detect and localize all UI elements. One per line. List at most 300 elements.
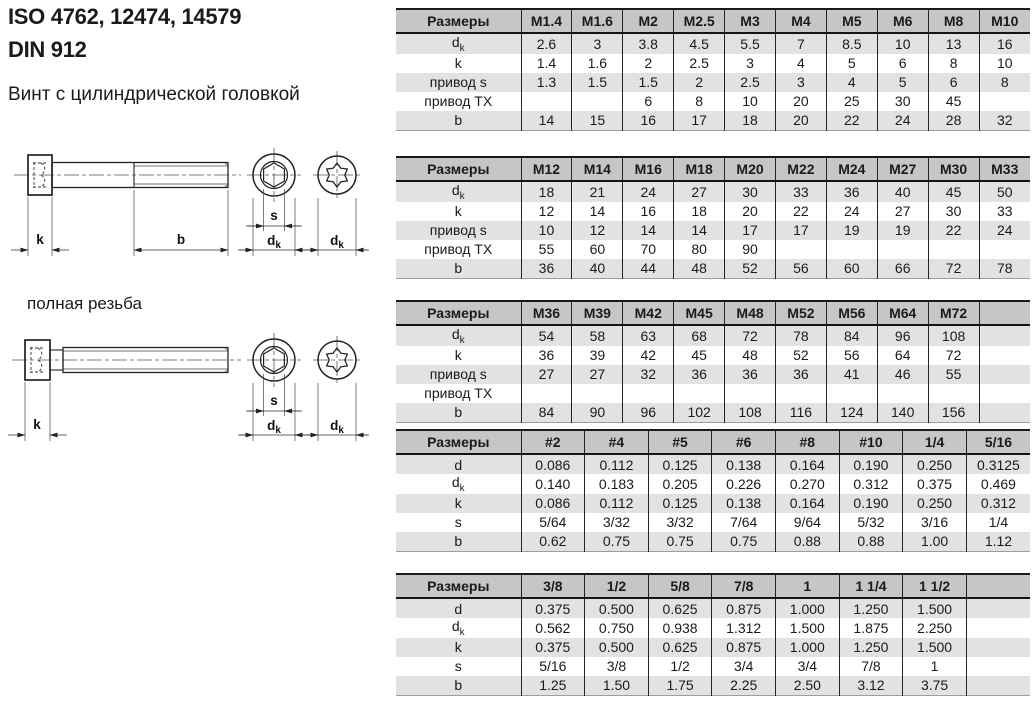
value-cell: 18 (521, 181, 572, 202)
value-cell: 140 (877, 403, 928, 423)
value-cell: 24 (826, 202, 877, 221)
value-cell: 24 (979, 221, 1030, 240)
value-cell: 0.140 (521, 474, 585, 494)
value-cell: 80 (674, 240, 725, 259)
value-cell: 58 (572, 325, 623, 346)
value-cell: 108 (928, 325, 979, 346)
value-cell: 24 (623, 181, 674, 202)
value-cell: 3/4 (776, 657, 840, 676)
row-label: k (454, 203, 462, 220)
value-cell: 5 (877, 73, 928, 92)
value-cell: 32 (979, 111, 1030, 131)
value-cell: 50 (979, 181, 1030, 202)
value-cell: 68 (674, 325, 725, 346)
value-cell (979, 240, 1030, 259)
value-cell: 27 (521, 365, 572, 384)
value-cell: 96 (623, 403, 674, 423)
value-cell: 22 (826, 111, 877, 131)
value-cell: 16 (623, 111, 674, 131)
value-cell: 72 (928, 259, 979, 279)
value-cell: 48 (674, 259, 725, 279)
size-label-header: Размеры (396, 430, 521, 454)
value-cell: 40 (572, 259, 623, 279)
value-cell (572, 384, 623, 403)
table-header-row (396, 430, 1030, 454)
size-column-header: M14 (572, 157, 623, 181)
value-cell: 16 (623, 202, 674, 221)
value-cell: 5 (826, 54, 877, 73)
table-row (396, 676, 1030, 696)
dim-label-dk: $d_k$ (267, 233, 281, 251)
value-cell: 0.750 (585, 618, 649, 638)
value-cell: 5/32 (839, 513, 903, 532)
value-cell (966, 618, 1030, 638)
value-cell: 78 (979, 259, 1030, 279)
table-row (396, 598, 1030, 618)
value-cell: 14 (623, 221, 674, 240)
value-cell: 1.250 (839, 598, 903, 618)
page-title-din: DIN 912 (8, 37, 87, 62)
value-cell (826, 240, 877, 259)
value-cell: 2.250 (903, 618, 967, 638)
value-cell: 12 (521, 202, 572, 221)
value-cell: 56 (775, 259, 826, 279)
value-cell: 8.5 (826, 33, 877, 54)
value-cell: 19 (877, 221, 928, 240)
size-column-header: M42 (623, 301, 674, 325)
value-cell: 1.3 (521, 73, 572, 92)
dim-label-s: s (270, 208, 278, 223)
value-cell: 0.138 (712, 454, 776, 474)
value-cell: 17 (674, 111, 725, 131)
value-cell: 4 (775, 54, 826, 73)
value-cell: 36 (775, 365, 826, 384)
technical-drawings (0, 135, 390, 445)
value-cell: 4 (826, 73, 877, 92)
value-cell: 3.12 (839, 676, 903, 696)
spec-table-inch-large (396, 573, 1030, 696)
value-cell: 5/64 (521, 513, 585, 532)
value-cell: 15 (572, 111, 623, 131)
size-column-header: 7/8 (712, 574, 776, 598)
value-cell: 10 (521, 221, 572, 240)
spec-table-inch-small (396, 429, 1030, 552)
table-row (396, 403, 1030, 423)
value-cell: 3/8 (585, 657, 649, 676)
row-label-subscript: k (459, 482, 465, 494)
row-label: $d_k$ (451, 474, 465, 494)
value-cell: 2.25 (712, 676, 776, 696)
row-label-subscript: k (459, 42, 465, 54)
value-cell: 1.6 (572, 54, 623, 73)
value-cell: 1.000 (776, 598, 840, 618)
value-cell: 32 (623, 365, 674, 384)
value-cell (725, 384, 776, 403)
value-cell: 7/64 (712, 513, 776, 532)
spec-table (396, 300, 1030, 423)
value-cell (623, 384, 674, 403)
page-subtitle: Винт с цилиндрической головкой (8, 84, 300, 105)
value-cell: 0.625 (648, 638, 712, 657)
value-cell: 1.500 (776, 618, 840, 638)
dim-label-s: s (270, 393, 278, 408)
value-cell: 90 (572, 403, 623, 423)
table-row (396, 346, 1030, 365)
value-cell: 45 (928, 92, 979, 111)
value-cell: 10 (979, 54, 1030, 73)
value-cell: 44 (623, 259, 674, 279)
value-cell: 108 (725, 403, 776, 423)
value-cell: 60 (572, 240, 623, 259)
size-column-header: M36 (521, 301, 572, 325)
value-cell: 14 (521, 111, 572, 131)
torx-end-view-1 (305, 151, 369, 256)
size-label-header: Размеры (396, 301, 521, 325)
row-label: привод TX (424, 93, 493, 110)
value-cell: 1.00 (903, 532, 967, 552)
value-cell: 0.086 (521, 494, 585, 513)
value-cell: 1.4 (521, 54, 572, 73)
value-cell: 78 (775, 325, 826, 346)
row-label: $d_k$ (396, 181, 521, 202)
value-cell: 18 (674, 202, 725, 221)
value-cell: 72 (928, 346, 979, 365)
value-cell: 45 (928, 181, 979, 202)
value-cell: 0.125 (648, 454, 712, 474)
value-cell: 116 (775, 403, 826, 423)
value-cell: 45 (674, 346, 725, 365)
size-column-header: M8 (928, 9, 979, 33)
value-cell: 12 (572, 221, 623, 240)
table-header-row (396, 574, 1030, 598)
value-cell: 0.62 (521, 532, 585, 552)
value-cell: 5.5 (725, 33, 776, 54)
screw-side-view-full-thread (8, 340, 241, 441)
table-header-row (396, 301, 1030, 325)
value-cell: 3/32 (585, 513, 649, 532)
value-cell: 0.190 (839, 454, 903, 474)
value-cell: 2 (623, 54, 674, 73)
value-cell: 54 (521, 325, 572, 346)
size-column-header: M6 (877, 9, 928, 33)
value-cell: 17 (725, 221, 776, 240)
value-cell: 72 (725, 325, 776, 346)
value-cell: 14 (674, 221, 725, 240)
screw-side-view-partial-thread (11, 155, 241, 256)
table-row (396, 240, 1030, 259)
value-cell: 1.12 (966, 532, 1030, 552)
value-cell: 0.164 (776, 494, 840, 513)
size-column-header (979, 301, 1030, 325)
value-cell: 0.88 (839, 532, 903, 552)
size-column-header (966, 574, 1030, 598)
value-cell: 0.75 (648, 532, 712, 552)
value-cell: 39 (572, 346, 623, 365)
row-label: s (454, 514, 462, 531)
value-cell: 2.5 (725, 73, 776, 92)
value-cell: 0.226 (712, 474, 776, 494)
value-cell: 46 (877, 365, 928, 384)
size-column-header: M3 (725, 9, 776, 33)
table-row (396, 494, 1030, 513)
row-label: привод s (396, 221, 521, 240)
size-column-header: #10 (839, 430, 903, 454)
value-cell: 52 (775, 346, 826, 365)
value-cell: 1.5 (572, 73, 623, 92)
size-column-header: M12 (521, 157, 572, 181)
row-label: b (396, 111, 521, 131)
value-cell: 1.75 (648, 676, 712, 696)
row-label: $d_k$ (451, 618, 465, 638)
value-cell: 36 (826, 181, 877, 202)
size-column-header: M56 (826, 301, 877, 325)
value-cell: 0.88 (776, 532, 840, 552)
spec-table (396, 573, 1030, 696)
table-row (396, 73, 1030, 92)
value-cell: 0.112 (585, 494, 649, 513)
value-cell: 124 (826, 403, 877, 423)
value-cell: 1/2 (648, 657, 712, 676)
value-cell: 40 (877, 181, 928, 202)
value-cell: 0.164 (776, 454, 840, 474)
table-row (396, 638, 1030, 657)
value-cell: 36 (521, 259, 572, 279)
full-thread-label: полная резьба (27, 294, 142, 313)
size-column-header: M16 (623, 157, 674, 181)
size-column-header: M1.4 (521, 9, 572, 33)
dim-label-dk: $d_k$ (330, 233, 344, 251)
value-cell: 25 (826, 92, 877, 111)
value-cell: 7 (775, 33, 826, 54)
size-column-header: M18 (674, 157, 725, 181)
value-cell: 20 (775, 92, 826, 111)
row-label-subscript: k (459, 334, 465, 346)
table-row (396, 111, 1030, 131)
value-cell: 33 (979, 202, 1030, 221)
value-cell: 8 (674, 92, 725, 111)
row-label: b (396, 676, 521, 696)
table-row (396, 454, 1030, 474)
value-cell: 1.500 (903, 598, 967, 618)
value-cell: 18 (725, 111, 776, 131)
size-column-header: #6 (712, 430, 776, 454)
value-cell: 0.312 (966, 494, 1030, 513)
value-cell: 0.312 (839, 474, 903, 494)
value-cell (979, 365, 1030, 384)
value-cell: 20 (775, 111, 826, 131)
value-cell: 96 (877, 325, 928, 346)
value-cell: 4.5 (674, 33, 725, 54)
value-cell: 102 (674, 403, 725, 423)
value-cell: 36 (521, 346, 572, 365)
value-cell (966, 638, 1030, 657)
value-cell: 0.250 (903, 454, 967, 474)
value-cell (966, 657, 1030, 676)
value-cell: 3/4 (712, 657, 776, 676)
value-cell: 30 (725, 181, 776, 202)
value-cell: 66 (877, 259, 928, 279)
value-cell: 27 (877, 202, 928, 221)
value-cell: 0.270 (776, 474, 840, 494)
value-cell: 55 (928, 365, 979, 384)
value-cell: 30 (877, 92, 928, 111)
value-cell: 28 (928, 111, 979, 131)
value-cell: 1.25 (521, 676, 585, 696)
value-cell: 1.312 (712, 618, 776, 638)
value-cell: 5/16 (521, 657, 585, 676)
value-cell: 3.75 (903, 676, 967, 696)
dim-label-b: b (176, 232, 186, 247)
value-cell (775, 384, 826, 403)
size-column-header: 1/2 (585, 574, 649, 598)
row-label: привод s (396, 73, 521, 92)
size-label-header: Размеры (396, 9, 521, 33)
table-row (396, 474, 1030, 494)
value-cell: 14 (572, 202, 623, 221)
size-column-header: M2.5 (674, 9, 725, 33)
size-column-header: M10 (979, 9, 1030, 33)
table-row (396, 54, 1030, 73)
value-cell: 1.250 (839, 638, 903, 657)
value-cell (979, 403, 1030, 423)
value-cell: 21 (572, 181, 623, 202)
table-row (396, 92, 1030, 111)
value-cell: 41 (826, 365, 877, 384)
table-row (396, 657, 1030, 676)
size-column-header: M33 (979, 157, 1030, 181)
table-row (396, 513, 1030, 532)
dim-label-k: k (36, 232, 44, 247)
value-cell: 27 (572, 365, 623, 384)
torx-end-view-2 (305, 336, 369, 441)
value-cell (979, 92, 1030, 111)
dim-label-k: k (33, 417, 41, 432)
size-column-header: 5/8 (648, 574, 712, 598)
value-cell (826, 384, 877, 403)
table-row (396, 202, 1030, 221)
value-cell: 0.875 (712, 638, 776, 657)
row-label: k (454, 347, 462, 364)
value-cell (521, 384, 572, 403)
value-cell (877, 384, 928, 403)
table-row (396, 532, 1030, 552)
size-column-header: #5 (648, 430, 712, 454)
value-cell: 0.75 (585, 532, 649, 552)
spec-table (396, 8, 1030, 131)
value-cell: 48 (725, 346, 776, 365)
value-cell (966, 676, 1030, 696)
size-column-header: M27 (877, 157, 928, 181)
value-cell: 56 (826, 346, 877, 365)
value-cell: 9/64 (776, 513, 840, 532)
value-cell: 1 (903, 657, 967, 676)
table-row (396, 221, 1030, 240)
value-cell: 22 (928, 221, 979, 240)
value-cell: 0.562 (521, 618, 585, 638)
value-cell: 0.205 (648, 474, 712, 494)
size-column-header: M5 (826, 9, 877, 33)
hex-socket-end-view-1 (238, 148, 310, 256)
row-label: b (396, 259, 521, 279)
value-cell (877, 240, 928, 259)
size-column-header: 1 (776, 574, 840, 598)
value-cell: 10 (725, 92, 776, 111)
value-cell: 22 (775, 202, 826, 221)
row-label: привод TX (424, 385, 493, 402)
size-column-header: 1 1/4 (839, 574, 903, 598)
value-cell: 2.5 (674, 54, 725, 73)
value-cell: 90 (725, 240, 776, 259)
value-cell: 0.375 (521, 638, 585, 657)
page-title: ISO 4762, 12474, 14579 (8, 4, 242, 29)
value-cell: 6 (623, 92, 674, 111)
value-cell: 3/32 (648, 513, 712, 532)
dim-label-dk: $d_k$ (267, 418, 281, 436)
value-cell: 0.3125 (966, 454, 1030, 474)
value-cell: 2.6 (521, 33, 572, 54)
value-cell: 33 (775, 181, 826, 202)
size-column-header: 1 1/2 (903, 574, 967, 598)
value-cell: 3 (775, 73, 826, 92)
size-column-header: M64 (877, 301, 928, 325)
value-cell: 3 (725, 54, 776, 73)
value-cell (674, 384, 725, 403)
value-cell (928, 384, 979, 403)
value-cell: 84 (521, 403, 572, 423)
value-cell: 52 (725, 259, 776, 279)
value-cell: 30 (928, 202, 979, 221)
value-cell: 3/16 (903, 513, 967, 532)
size-column-header: M2 (623, 9, 674, 33)
value-cell: 19 (826, 221, 877, 240)
size-column-header: 5/16 (966, 430, 1030, 454)
size-column-header: M48 (725, 301, 776, 325)
value-cell (572, 92, 623, 111)
value-cell: 20 (725, 202, 776, 221)
row-label: $d_k$ (396, 325, 521, 346)
table-row (396, 181, 1030, 202)
size-column-header: M20 (725, 157, 776, 181)
value-cell (966, 598, 1030, 618)
value-cell: 3 (572, 33, 623, 54)
value-cell: 84 (826, 325, 877, 346)
value-cell: 0.938 (648, 618, 712, 638)
value-cell: 0.625 (648, 598, 712, 618)
row-label: привод s (396, 365, 521, 384)
spec-table-metric-medium (396, 156, 1030, 279)
row-label: d (396, 598, 521, 618)
value-cell: 1.875 (839, 618, 903, 638)
row-label: привод TX (424, 241, 493, 258)
row-label: $d_k$ (396, 33, 521, 54)
value-cell: 60 (826, 259, 877, 279)
value-cell: 64 (877, 346, 928, 365)
row-label: s (454, 658, 462, 675)
table-header-row (396, 9, 1030, 33)
value-cell: 6 (928, 73, 979, 92)
row-label-subscript: k (459, 626, 465, 638)
table-row (396, 618, 1030, 638)
row-label-subscript: k (459, 190, 465, 202)
spec-table (396, 429, 1030, 552)
value-cell: 2 (674, 73, 725, 92)
value-cell: 8 (928, 54, 979, 73)
size-column-header: #8 (776, 430, 840, 454)
value-cell: 1.50 (585, 676, 649, 696)
value-cell: 0.375 (903, 474, 967, 494)
value-cell: 0.375 (521, 598, 585, 618)
table-header-row (396, 157, 1030, 181)
